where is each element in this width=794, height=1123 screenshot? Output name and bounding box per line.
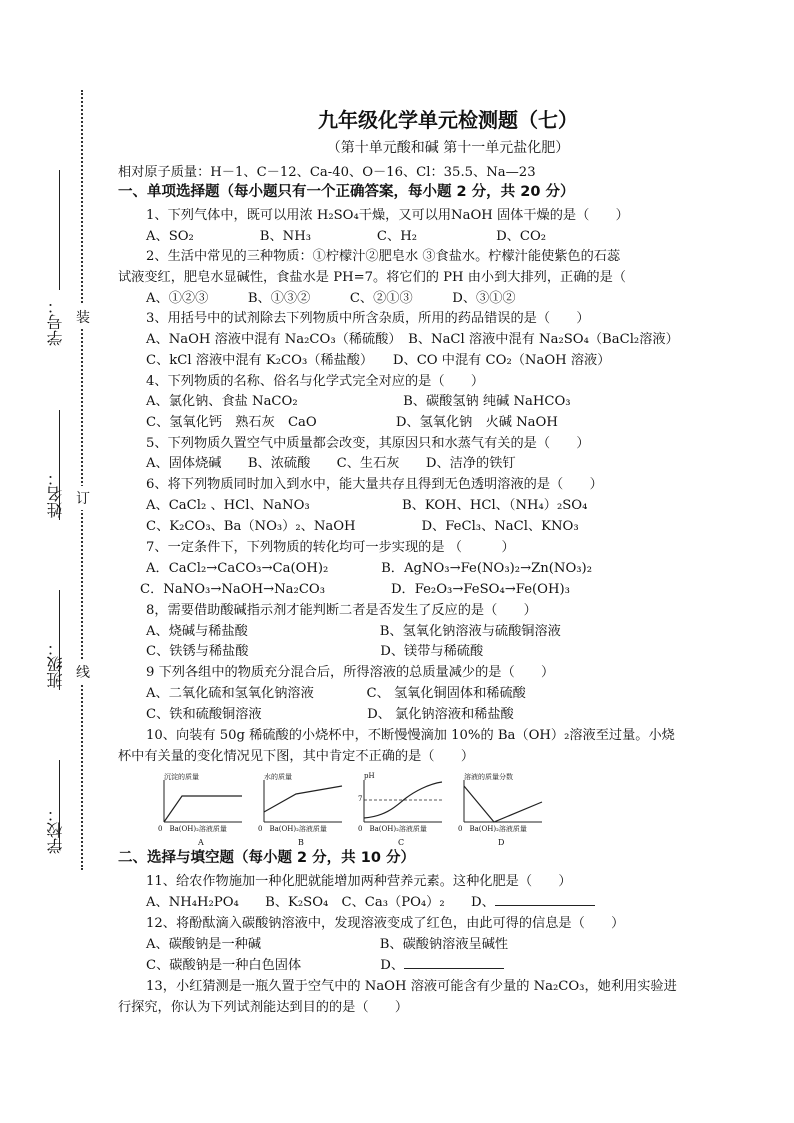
atomic-mass-line: 相对原子质量：H－1、C－12、Ca-40、O－16、Cl：35.5、Na—23 bbox=[118, 165, 536, 180]
graph-c-title: pH bbox=[364, 772, 375, 780]
binding-dotted-line bbox=[81, 90, 83, 870]
question-line: 杯中有关量的变化情况见下图，其中肯定不正确的是（ ） bbox=[118, 749, 475, 764]
option-line bbox=[146, 954, 504, 973]
student-no-label: 学号： bbox=[46, 298, 65, 346]
page-subtitle: （第十单元酸和碱 第十一单元盐化肥） bbox=[326, 140, 570, 156]
question-line: 11、给农作物施加一种化肥就能增加两种营养元素。这种化肥是（ ） bbox=[146, 874, 572, 889]
bind-char-zhuang: 装 bbox=[76, 305, 90, 329]
graph-a-xlabel: 0 Ba(OH)₂溶液质量 bbox=[158, 825, 227, 833]
graph-d-letter: D bbox=[498, 838, 505, 847]
name-label: 姓名： bbox=[46, 470, 65, 518]
graph-c-ph7-mark: 7 bbox=[358, 795, 363, 803]
graph-d bbox=[458, 772, 548, 852]
student-no-blank[interactable] bbox=[59, 170, 60, 290]
option-line: C、K₂CO₃、Ba（NO₃）₂、NaOH D、FeCl₃、NaCl、KNO₃ bbox=[146, 519, 579, 534]
option-text: C、碳酸钠是一种白色固体 D、 bbox=[146, 958, 405, 973]
option-line: A．CaCl₂→CaCO₃→Ca(OH)₂ B．AgNO₃→Fe(NO₃)₂→Zn(NO₃)₂ bbox=[146, 561, 592, 576]
option-line bbox=[146, 891, 595, 910]
answer-blank[interactable] bbox=[495, 895, 595, 906]
question-line: 13，小红猜测是一瓶久置于空气中的 NaOH 溶液可能含有少量的 Na₂CO₃，她利用实验进 bbox=[146, 979, 677, 994]
option-line: A、二氧化硫和氢氧化钠溶液 C、 氢氧化铜固体和稀硫酸 bbox=[146, 686, 526, 701]
graph-b-xlabel: 0 Ba(OH)₂溶液质量 bbox=[258, 825, 327, 833]
section-1-heading: 一、单项选择题（每小题只有一个正确答案，每小题 2 分，共 20 分） bbox=[118, 184, 575, 200]
section-2-heading: 二、选择与填空题（每小题 2 分，共 10 分） bbox=[118, 850, 415, 866]
graph-c bbox=[358, 772, 448, 852]
graph-a bbox=[158, 772, 248, 852]
binding-margin bbox=[0, 0, 100, 1123]
option-line: A、氯化钠、食盐 NaCO₂ B、碳酸氢钠 纯碱 NaHCO₃ bbox=[146, 394, 571, 409]
bind-char-xian: 线 bbox=[76, 660, 90, 684]
class-label: 班级： bbox=[46, 640, 65, 688]
bind-char-ding: 订 bbox=[76, 486, 90, 510]
option-line: C、铁和硫酸铜溶液 D、 氯化钠溶液和稀盐酸 bbox=[146, 707, 514, 722]
graph-d-title: 溶液的质量分数 bbox=[464, 773, 513, 781]
q10-graphs bbox=[158, 772, 578, 852]
graph-c-xlabel: 0 Ba(OH)₂溶液质量 bbox=[358, 825, 427, 833]
option-line: C、kCl 溶液中混有 K₂CO₃（稀盐酸） D、CO 中混有 CO₂（NaOH 溶液） bbox=[146, 353, 611, 368]
option-line: A、SO₂ B、NH₃ C、H₂ D、CO₂ bbox=[146, 229, 547, 244]
question-line: 1、下列气体中，既可以用浓 H₂SO₄干燥，又可以用NaOH 固体干燥的是（ ） bbox=[146, 208, 629, 223]
option-line: A、①②③ B、①③② C、②①③ D、③①② bbox=[146, 291, 516, 306]
graph-b-letter: B bbox=[298, 838, 304, 847]
option-line: A、碳酸钠是一种碱 B、碳酸钠溶液呈碱性 bbox=[146, 937, 509, 952]
question-line: 7、一定条件下，下列物质的转化均可一步实现的是 （ ） bbox=[146, 540, 515, 555]
question-line: 5、下列物质久置空气中质量都会改变，其原因只和水蒸气有关的是（ ） bbox=[146, 436, 590, 451]
graph-a-letter: A bbox=[198, 838, 204, 847]
question-line: 10、向装有 50g 稀硫酸的小烧杯中，不断慢慢滴加 10%的 Ba（OH）₂溶液至过量。小烧 bbox=[146, 728, 675, 743]
option-line: C、铁锈与稀盐酸 D、镁带与稀硫酸 bbox=[146, 644, 484, 659]
option-text: A、NH₄H₂PO₄ B、K₂SO₄ C、Ca₃（PO₄）₂ D、 bbox=[146, 895, 495, 910]
graph-d-xlabel: 0 Ba(OH)₂溶液质量 bbox=[458, 825, 527, 833]
question-line: 8，需要借助酸碱指示剂才能判断二者是否发生了反应的是（ ） bbox=[146, 603, 537, 618]
page-title: 九年级化学单元检测题（七） bbox=[318, 108, 578, 132]
question-line: 9 下列各组中的物质充分混合后，所得溶液的总质量减少的是（ ） bbox=[146, 665, 555, 680]
question-line: 行探究，你认为下列试剂能达到目的的是（ ） bbox=[118, 1000, 409, 1015]
graph-b-title: 水的质量 bbox=[264, 773, 292, 781]
graph-c-letter: C bbox=[398, 838, 405, 847]
question-line: 12、将酚酞滴入碳酸钠溶液中，发现溶液变成了红色，由此可得的信息是（ ） bbox=[146, 916, 625, 931]
option-line: A、NaOH 溶液中混有 Na₂CO₃（稀硫酸） B、NaCl 溶液中混有 Na₂SO₄（BaCl₂溶液） bbox=[146, 332, 679, 347]
question-line: 试液变红，肥皂水显碱性，食盐水是 PH=7。将它们的 PH 由小到大排列，正确的是（ bbox=[118, 270, 626, 285]
option-line: A、CaCl₂ 、HCl、NaNO₃ B、KOH、HCl、（NH₄）₂SO₄ bbox=[146, 498, 588, 513]
graph-b bbox=[258, 772, 348, 852]
graph-a-title: 沉淀的质量 bbox=[164, 773, 199, 781]
school-label: 学校： bbox=[46, 806, 65, 854]
option-line: C．NaNO₃→NaOH→Na₂CO₃ D．Fe₂O₃→FeSO₄→Fe(OH)₃ bbox=[140, 582, 570, 597]
question-line: 4、下列物质的名称、俗名与化学式完全对应的是（ ） bbox=[146, 374, 485, 389]
option-line: A、烧碱与稀盐酸 B、氢氧化钠溶液与硫酸铜溶液 bbox=[146, 624, 561, 639]
question-line: 6、将下列物质同时加入到水中，能大量共存且得到无色透明溶液的是（ ） bbox=[146, 477, 603, 492]
question-line: 3、用括号中的试剂除去下列物质中所含杂质，所用的药品错误的是（ ） bbox=[146, 311, 590, 326]
option-line: C、氢氧化钙 熟石灰 CaO D、氢氧化钠 火碱 NaOH bbox=[146, 415, 558, 430]
question-line: 2、生活中常见的三种物质：①柠檬汁②肥皂水 ③食盐水。柠檬汁能使紫色的石蕊 bbox=[146, 249, 621, 264]
option-line: A、固体烧碱 B、浓硫酸 C、生石灰 D、洁净的铁钉 bbox=[146, 456, 516, 471]
answer-blank[interactable] bbox=[404, 958, 504, 969]
